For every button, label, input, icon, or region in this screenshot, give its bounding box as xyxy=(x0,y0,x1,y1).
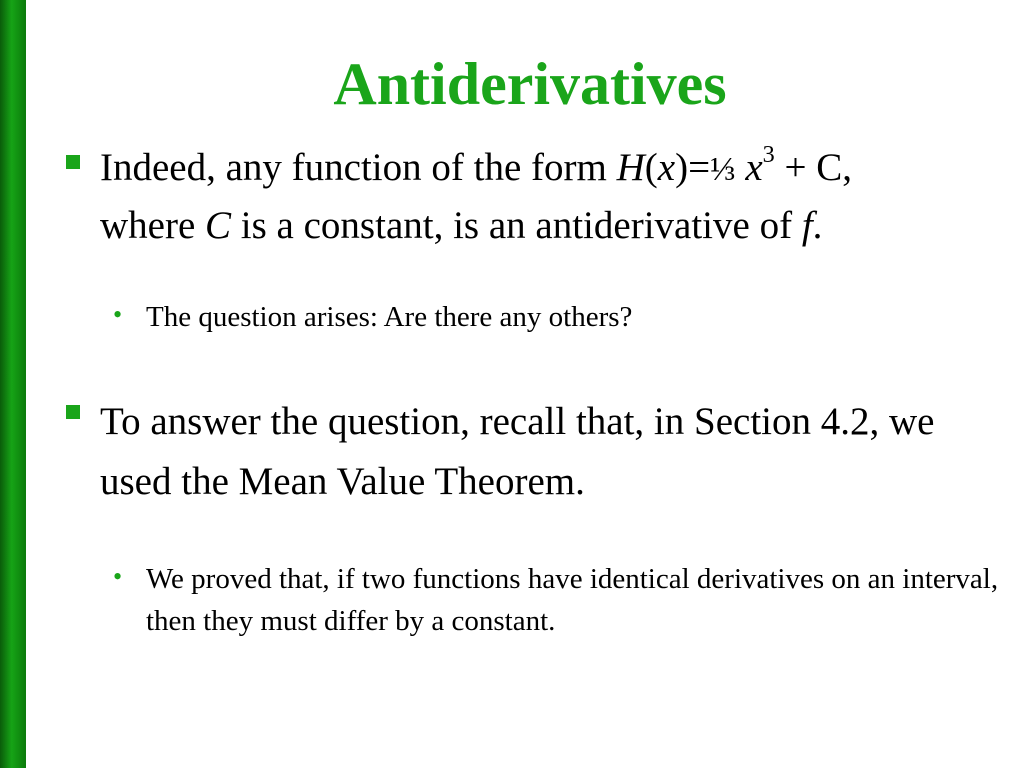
bullet-2-text: The question arises: Are there any others? xyxy=(146,301,633,333)
math-plus-c: + C, xyxy=(774,146,852,189)
round-bullet-icon: • xyxy=(113,562,123,591)
math-x: x xyxy=(657,146,676,189)
bullet-4-text: We proved that, if two functions have identical derivatives on an interval, then they must differ by a constant. xyxy=(146,563,999,637)
bullet-1-line-2 xyxy=(100,198,1000,254)
bullet-1-middle: is a constant, is an antiderivative of xyxy=(231,204,802,247)
math-exponent: 3 xyxy=(762,140,775,168)
bullet-4 xyxy=(146,558,1006,642)
bullet-1-text: Indeed, any function of the form xyxy=(100,146,617,189)
math-H: H xyxy=(616,146,645,189)
bullet-1-period: . xyxy=(812,204,823,247)
square-bullet-icon xyxy=(66,155,80,169)
math-x-cubed-base: x xyxy=(745,146,763,189)
math-paren-close-equals: )= xyxy=(675,146,711,189)
math-C: C xyxy=(205,204,232,247)
round-bullet-icon: • xyxy=(113,300,123,329)
math-one-third: ⅓ xyxy=(710,151,736,188)
square-bullet-icon xyxy=(66,405,80,419)
math-f: f xyxy=(801,204,813,247)
math-space xyxy=(736,146,746,189)
math-paren-open: ( xyxy=(644,146,658,189)
bullet-1-where: where xyxy=(100,204,206,247)
bullet-3-text: To answer the question, recall that, in Section 4.2, we used the Mean Value Theorem. xyxy=(100,400,935,503)
bullet-1-line-1 xyxy=(100,140,1000,198)
bullet-3 xyxy=(100,392,960,512)
bullet-1 xyxy=(100,140,1000,254)
slide-title: Antiderivatives xyxy=(333,51,727,117)
bullet-2 xyxy=(146,296,1006,338)
